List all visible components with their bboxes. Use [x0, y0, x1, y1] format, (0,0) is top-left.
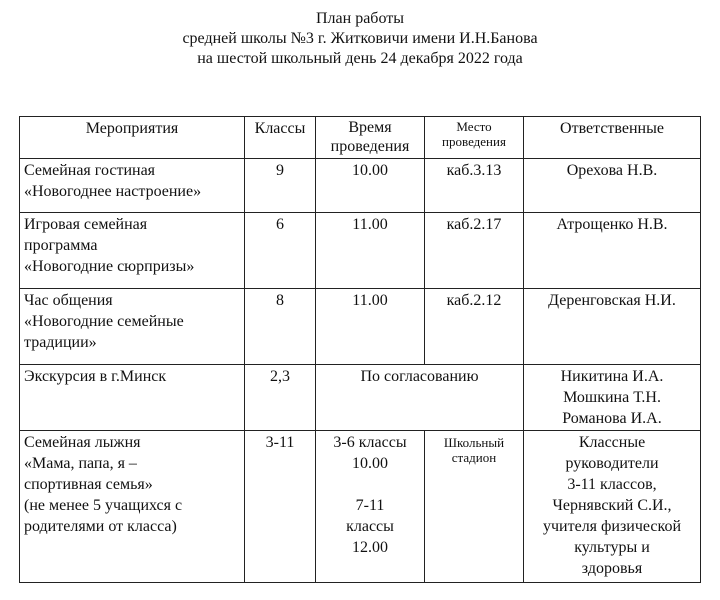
- table-row: [20, 365, 701, 431]
- table-header-row: [20, 117, 701, 159]
- header-responsible: Ответственные: [524, 117, 701, 159]
- row-responsible: Никитина И.А. Мошкина Т.Н. Романова И.А.: [524, 365, 701, 431]
- row-event: Семейная лыжня «Мама, папа, я – спортивная семья» (не менее 5 учащихся с родителями от класса): [20, 431, 245, 583]
- title-line-3: на шестой школьный день 24 декабря 2022 года: [197, 50, 523, 67]
- row-event: Семейная гостиная «Новогоднее настроение»: [20, 159, 245, 213]
- row-responsible: Атрощенко Н.В.: [524, 213, 701, 289]
- row-responsible: Деренговская Н.И.: [524, 289, 701, 365]
- table-row: [20, 213, 701, 289]
- schedule-table: [19, 116, 701, 583]
- row-classes: 2,3: [245, 365, 316, 431]
- row-classes: 3-11: [245, 431, 316, 583]
- row-time-place: По согласованию: [316, 365, 524, 431]
- table-row: [20, 159, 701, 213]
- row-classes: 9: [245, 159, 316, 213]
- row-time: 10.00: [316, 159, 425, 213]
- row-event: Экскурсия в г.Минск: [20, 365, 245, 431]
- row-event: Час общения «Новогодние семейные традиции»: [20, 289, 245, 365]
- title-line-1: План работы: [316, 10, 404, 27]
- row-time: 11.00: [316, 213, 425, 289]
- title-line-2: средней школы №3 г. Житковичи имени И.Н.Банова: [182, 30, 538, 47]
- row-classes: 6: [245, 213, 316, 289]
- row-place: каб.2.12: [425, 289, 524, 365]
- table-row: [20, 431, 701, 583]
- header-classes: Классы: [245, 117, 316, 159]
- row-responsible: Орехова Н.В.: [524, 159, 701, 213]
- row-event: Игровая семейная программа «Новогодние сюрпризы»: [20, 213, 245, 289]
- document-title: [0, 9, 720, 69]
- row-classes: 8: [245, 289, 316, 365]
- header-place: Место проведения: [425, 117, 524, 159]
- table-row: [20, 289, 701, 365]
- row-time: 3-6 классы 10.00 7-11 классы 12.00: [316, 431, 425, 583]
- row-place: каб.3.13: [425, 159, 524, 213]
- header-time: Время проведения: [316, 117, 425, 159]
- header-events: Мероприятия: [20, 117, 245, 159]
- row-place: каб.2.17: [425, 213, 524, 289]
- row-responsible: Классные руководители 3-11 классов, Чернявский С.И., учителя физической культуры и здоровья: [524, 431, 701, 583]
- row-time: 11.00: [316, 289, 425, 365]
- row-place: Школьный стадион: [425, 431, 524, 583]
